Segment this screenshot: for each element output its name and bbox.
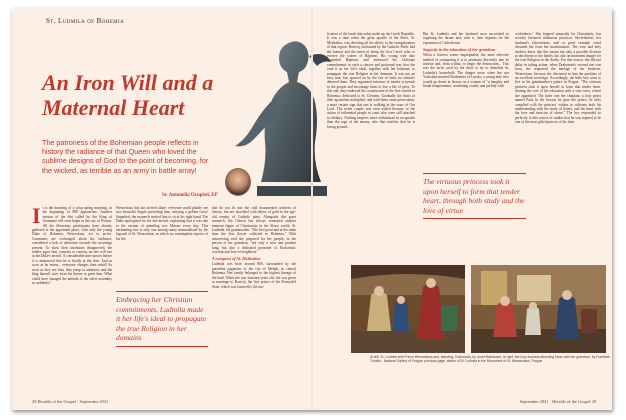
body-text: wickedness." She feigned sympathy for Christianity, but secretly favoured idolatrous practices. Nevertheless, her husband's exhortations, zeal or good example could dissuade her from her machinations. The wise and holy duchess knew that this meant not only a possible division in the throne or the family, but also an imminent danger for the true Religion in the duchy. For this reason, she did not delay in taking action: when Drahomira's second son was born, she requested the tutelage of her firstborn, Wenceslaus, because she discerned in him the qualities of an excellent sovereign. Accordingly, the little boy went to live in his grandmother's palace in Prague. "The virtuous princess took it upon herself to form that tender heart, sharing the care of his education with a wise tutor, whom she appointed. The latter was her chaplain, a holy priest named Paul. In the lessons he gave the prince, he fully complied with the princess' wishes to cultivate both his understanding with the study of letters, and his heart with the love and exercise of virtue." The boy responded so perfectly to this course of studies that he was reputed to be one of the most gifted princes of his time. [515, 32, 601, 125]
page-folio: 28 Heralds of the Gospel · September 2021 [32, 399, 109, 404]
body-text: that do not fit into the cold documented archives of history, but are inscribed with letters of gold in the age-old tenuity of Catholic piety. Alongside this great monarch, the Church has always venerated another eminent figure of Christianity in the Slavic world: St. Ludmila, his grandmother. "She first point and at the same time the first flower collected in Bohemia." With unswerving zeal she prepared for her people, in the person of her grandson, "not only a wise and prudent king, but also a dedicated promoter of Eucharistic worship and love of neighbour." [212, 206, 296, 255]
body-text: Ludmila was born around 860, surrounded by the prevalent paganism of the city of Melnik, in central Bohemia. Her family belonged to the highest lineage of the land. When she was fourteen years old, she was given in marriage to Borivoj, the first prince of the Premyslid State, which was formed by the uni- [212, 262, 296, 289]
right-page [313, 8, 612, 410]
subhead: Sagacity in the education of her grandson [423, 47, 496, 53]
pull-quote: The virtuous princess took it upon herself to form that tender heart, through both study and the love of virtue [423, 173, 526, 219]
byline: Sr. Antonella Ocupisti, EP [162, 193, 218, 198]
column-1 [327, 32, 415, 257]
running-head: St. Ludmila of Bohemia [46, 17, 125, 25]
column-3 [212, 206, 296, 401]
subhead: A conquest of St. Methodius [212, 256, 261, 262]
author-portrait [225, 168, 251, 196]
column-2 [423, 32, 509, 172]
magazine-spread [12, 8, 612, 410]
page-folio: September 2021 · Heralds of the Gospel 29 [519, 399, 596, 404]
pull-quote: Embracing her Christian commitments, Ludmila made it her life's ideal to propagate the true Religion in her domains [116, 291, 208, 347]
body-text: When a fortress seems impregnable, the most effective method of conquering it is to penetrate discreetly into its interior and, from within, to begin the destruction... This was the tactic used by the devil to try to demolish St. Ludmila's household. The danger arose when her son Vratislaus married Drahomira of Lucsko, a young lady who would go down in history as a woman of "a haughty and brutal temperament, combining cruelty and perfidy with [423, 53, 509, 89]
article-deck: The patroness of the Bohemian people reflects in history the radiance of that Queen who loved the sublime designs of God to the point of becoming, for the wicked, as terrible as an army in battle array! [42, 138, 209, 175]
column-2 [116, 206, 208, 286]
article-title: An Iron Will and a Maternal Heart [42, 70, 214, 120]
image-caption: At left, St. Ludmila with Prince Wenceslaus and, standing, Drahomira, by Josef Mathauser; at right, the holy duchess attending Mass with her grandson, by Frantisek Trunkie - National Gallery of Prague; previous page, statue of St. Ludmila in the Monument of St. Wenceslaus, Prague [370, 355, 610, 363]
column-1 [32, 203, 112, 285]
body-text: But St. Ludmila and her husband soon succeeded in regaining the throne and, with it, their impetus for the expansion of Catholicism. [423, 32, 509, 45]
body-text: t is the dawning of a crisp spring morning, as the beginning of 890 approaches. Another session of the diet called by the King of Germania will soon begin in the city of Worms. All the illustrious participants have already gathered at the appointed place, with only the young Duke of Bohemia, Wenceslaus, yet to arrive. Comments are exchanged about his tardiness, considered a lack of deference towards the sovereign present. To show their intentions disapproved, the nobles agree that, contrary to custom, no one will rise at the Duke's arrival. A considerable time passes before it is announced that he is finally at the door. And as soon as he enters... everyone changes their mind! As soon as they see him, they jump to attention, and the king himself rises from his throne to greet him. What could have changed the attitude of the select assembly so suddenly? [32, 206, 112, 285]
body-text: Wenceslaus had not arrived alone: everyone could plainly see two beautiful Angels preceding him, carrying a golden cross! Stupefied, the monarch invited him to sit at his right hand. The Duke apologized for his late arrival, explaining that it was due to his custom of attending two Masses every day. This enchanting fact is only one among many immortalized by the legends of St. Wenceslaus, in which we contemplate aspects of his life [116, 206, 208, 241]
left-page [12, 8, 311, 410]
st-ludmila-with-prince-wenceslaus-painting [351, 265, 465, 353]
duchess-attending-mass-painting [471, 265, 606, 353]
drop-cap: I [32, 203, 41, 228]
column-3 [515, 32, 601, 257]
body-text: fication of the lands that today make up the Czech Republic. It was a time when the great apostle of the Slavs, St. Methodius, was devoting all his efforts to the evangelization of that region. Borivoj, enchanted by the Catholic Faith, had the honour and the merit of being the first Czech ruler to receive the waters of Baptism. His young wife also requested Baptism, and embraced the Christian commitments in such a sincere and profound way that she took it as her life's ideal, together with her husband, to propagate the true Religion in her domains. It was not an easy task, but, spurred on by the fire of faith, no obstacle deterred them. They organized missions of monks to preach to the people and encourage them to live a life of piety. To this end, they endowed the construction of the first church in Bohemia, dedicated to St. Clement. Gradually the fruits of their apostolate multiplied, and with them came persecution, a most certain sign that one is walking in the ways of Our Lord. The noble couple was even exiled because of the action of influential people in court who were still attached to idolatry. Nothing inspires more enthusiasm in an apostle than the rage of the enemy, who thus testifies that he is losing ground... [327, 32, 415, 129]
